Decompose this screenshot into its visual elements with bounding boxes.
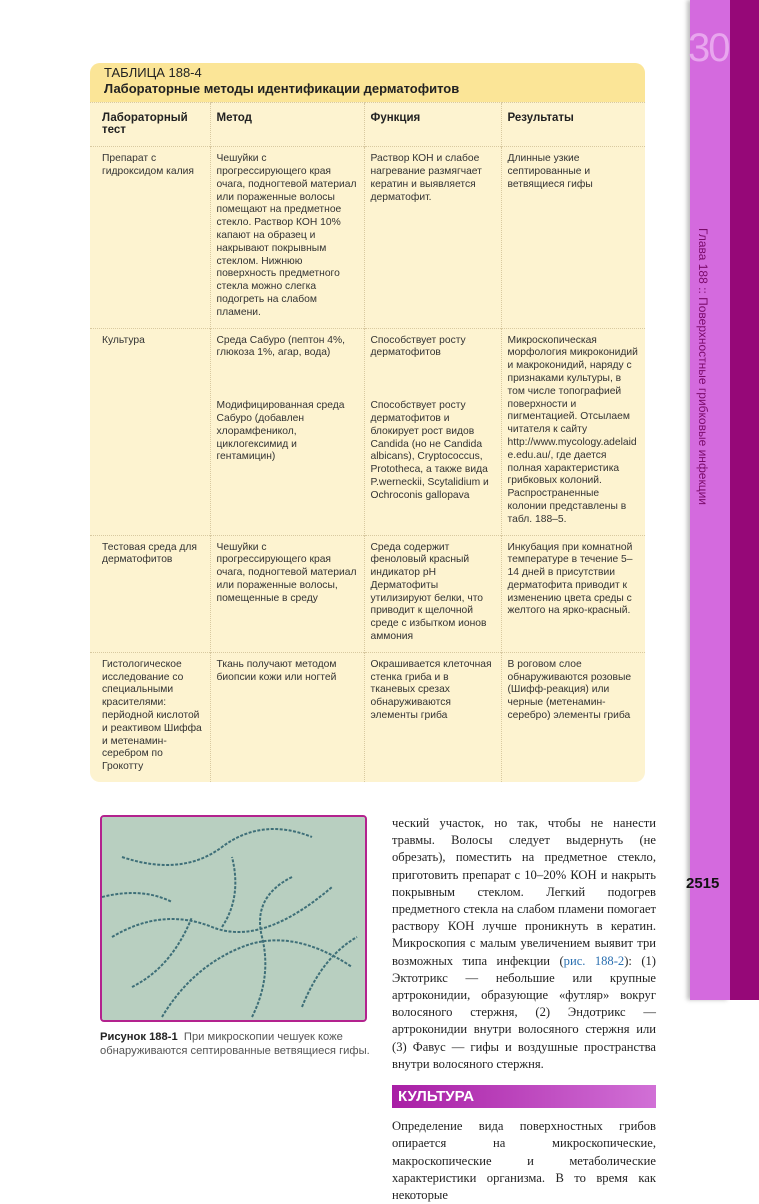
column-header: Метод	[210, 102, 364, 147]
body-paragraph: Определение вида поверхностных грибов опирается на микроскопические, макроскопические и метаболические характеристики организма. В то время как некоторые	[392, 1119, 656, 1202]
page-number: 2515	[686, 875, 720, 892]
cell-test: Препарат с гидроксидом калия	[90, 147, 210, 328]
table-title: Лабораторные методы идентификации дерматофитов	[104, 80, 460, 96]
figure-caption	[100, 1030, 378, 1058]
cell-test: Культура	[90, 328, 210, 535]
cell-method-group	[210, 328, 364, 535]
column-header: Лабораторный тест	[90, 102, 210, 147]
page-content	[90, 63, 656, 1204]
chapter-number: 30	[688, 26, 729, 70]
column-headers	[90, 102, 645, 147]
cell-function: Раствор КОН и слабое нагревание размягчает кератин и выявляется дерматофит.	[364, 147, 501, 328]
cell-method: Ткань получают методом биопсии кожи или ногтей	[210, 652, 364, 782]
lab-methods-table	[90, 63, 645, 782]
table-row	[90, 328, 645, 535]
cell-result: Длинные узкие септированные и ветвящиеся гифы	[501, 147, 645, 328]
micrograph-image	[100, 815, 367, 1022]
column-header: Результаты	[501, 102, 645, 147]
column-header: Функция	[364, 102, 501, 147]
figure-label: Рисунок 188-1	[100, 1031, 178, 1044]
figure-link[interactable]: рис. 188-2	[563, 953, 625, 968]
table-row	[90, 535, 645, 652]
text: ): (1) Эктотрикс — небольшие или крупные артроконидии, образующие «футляр» вокруг волосяного стержня, (2) Эндотрикс — артроконидии внутри волосяного стержня или (3) Фавус — гифы и воздушные пространства внутри волосяного стержня.	[392, 953, 656, 1071]
cell-test: Тестовая среда для дерматофитов	[90, 535, 210, 652]
running-head: Глава 188 :: Поверхностные грибковые инфекции	[696, 228, 710, 506]
cell-method: Модифицированная среда Сабуро (добавлен хлорамфеникол, циклогексимид и гентамицин)	[216, 400, 345, 463]
page-edge-band	[730, 0, 759, 1000]
table-grid	[90, 102, 645, 782]
cell-method: Чешуйки с прогрессирующего края очага, подногтевой материал или пораженные волосы, помещенные в среду	[210, 535, 364, 652]
figure-column	[100, 815, 382, 1204]
cell-function: Способствует росту дерматофитов и блокирует рост видов Candida (но не Candida albicans), Cryptococcus, Prototheca, а также вида P.werneckii, Scytalidium и Ochroconis gallopava	[370, 400, 489, 501]
text-column	[392, 815, 656, 1204]
cell-function: Способствует росту дерматофитов	[370, 334, 466, 359]
cell-function: Среда содержит феноловый красный индикатор pH Дерматофиты утилизируют белки, что приводит к щелочной среде с избытком ионов аммония	[364, 535, 501, 652]
figure-caption-text: При микроскопии чешуек коже обнаруживаются септированные ветвящиеся гифы.	[100, 1031, 370, 1058]
cell-method: Среда Сабуро (пептон 4%, глюкоза 1%, агар, вода)	[216, 334, 345, 359]
body-paragraph	[392, 815, 656, 1073]
table-row	[90, 652, 645, 782]
cell-method: Чешуйки с прогрессирующего края очага, подногтевой материал или пораженные волосы помещают на предметное стекло. Раствор КОН 10% капают на образец и накрывают покрывным стеклом. Нижнюю поверхность предметного стекла можно слегка подогреть на слабом пламени.	[210, 147, 364, 328]
section-heading: КУЛЬТУРА	[392, 1085, 656, 1108]
text: ческий участок, но так, чтобы не нанести травмы. Волосы следует выдернуть (не обрезать), поместить на предметное стекло, приготовить препарат с 10–20% КОН и накрыть покрывным стеклом. Легкий подогрев предметного стекла на слабом пламени помогает раствору КОН лучше проникнуть в кератин. Микроскопия с малым увеличением выявит три возможных типа инфекции (	[392, 816, 656, 968]
cell-result: Микроскопическая морфология микроконидий и макроконидий, наряду с признаками культуры, в том числе топографией поверхности и пигментацией. Отсылаем читателя к сайту http://www.mycology.adelaide.edu.au/, где дается полная характеристика грибковых колоний. Распространенные колонии представлены в табл. 188–5.	[501, 328, 645, 535]
cell-result: В роговом слое обнаруживаются розовые (Шифф-реакция) или черные (метенамин-серебро) элементы гриба	[501, 652, 645, 782]
lower-section	[90, 815, 656, 1204]
table-label: ТАБЛИЦА 188-4	[104, 65, 202, 80]
cell-function-group	[364, 328, 501, 535]
table-header	[90, 63, 645, 102]
table-row	[90, 147, 645, 328]
cell-result: Инкубация при комнатной температуре в течение 5–14 дней в присутствии дерматофита приводит к изменению цвета среды с желтого на ярко-красный.	[501, 535, 645, 652]
cell-test: Гистологическое исследование со специальными красителями: перйодной кислотой и реактивом Шиффа и метенамин-серебром по Грокотту	[90, 652, 210, 782]
cell-function: Окрашивается клеточная стенка гриба и в тканевых срезах обнаруживаются элементы гриба	[364, 652, 501, 782]
